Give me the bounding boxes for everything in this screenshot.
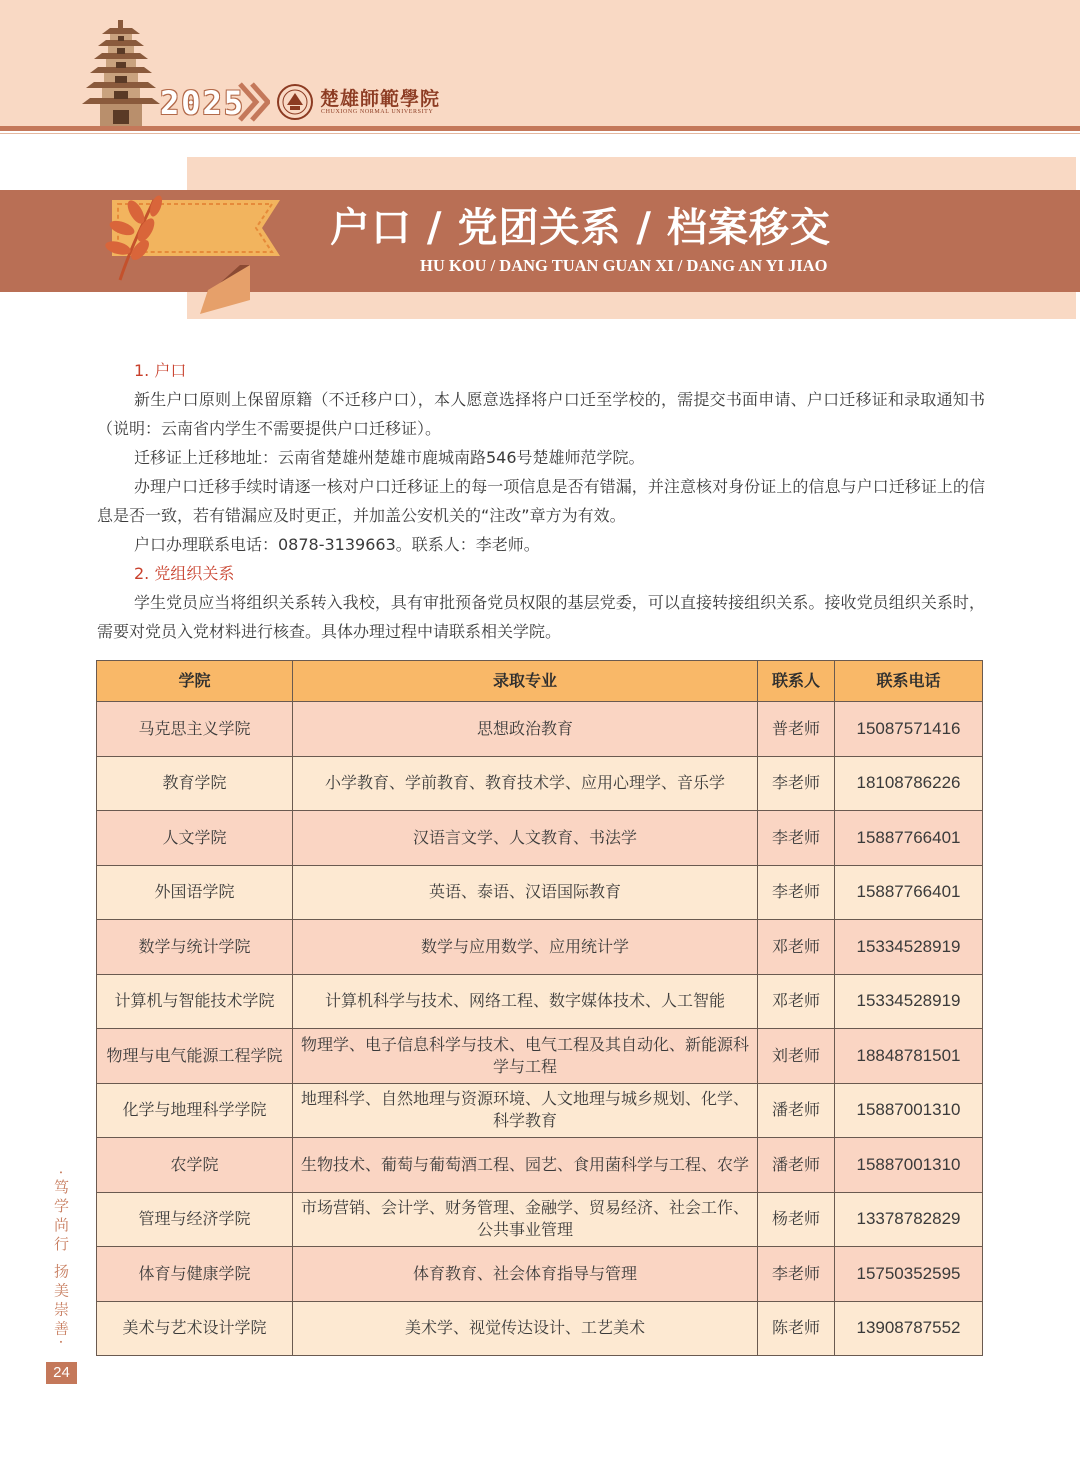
table-row <box>97 702 983 757</box>
pagoda-icon <box>80 18 162 126</box>
cell-contact: 潘老师 <box>758 1083 835 1138</box>
table-row <box>97 756 983 811</box>
cell-college: 美术与艺术设计学院 <box>97 1301 293 1356</box>
cell-majors: 英语、泰语、汉语国际教育 <box>293 865 758 920</box>
cell-contact: 潘老师 <box>758 1138 835 1193</box>
hukou-paragraph-4: 户口办理联系电话：0878-3139663。联系人：李老师。 <box>134 535 540 554</box>
hukou-paragraph-3: 办理户口迁移手续时请逐一核对户口迁移证上的每一项信息是否有错漏，并注意核对身份证上的信息与户口迁移证上的信息是否一致，若有错漏应及时更正，并加盖公安机关的“注改”章方为有效。 <box>97 477 985 525</box>
table-row <box>97 1083 983 1138</box>
cell-phone: 13908787552 <box>835 1301 983 1356</box>
table-row <box>97 1247 983 1302</box>
cell-contact: 杨老师 <box>758 1192 835 1247</box>
cell-majors: 市场营销、会计学、财务管理、金融学、贸易经济、社会工作、公共事业管理 <box>293 1192 758 1247</box>
header-rule <box>0 126 1080 131</box>
header-contact: 联系人 <box>758 661 835 702</box>
cell-majors: 数学与应用数学、应用统计学 <box>293 920 758 975</box>
cell-college: 马克思主义学院 <box>97 702 293 757</box>
cell-majors: 体育教育、社会体育指导与管理 <box>293 1247 758 1302</box>
party-paragraph-1: 学生党员应当将组织关系转入我校，具有审批预备党员权限的基层党委，可以直接转接组织关系。接收党员组织关系时，需要对党员入党材料进行核查。具体办理过程中请联系相关学院。 <box>97 593 985 641</box>
cell-contact: 李老师 <box>758 1247 835 1302</box>
cell-phone: 15334528919 <box>835 974 983 1029</box>
header-college: 学院 <box>97 661 293 702</box>
cell-college: 人文学院 <box>97 811 293 866</box>
cell-college: 农学院 <box>97 1138 293 1193</box>
cell-majors: 小学教育、学前教育、教育技术学、应用心理学、音乐学 <box>293 756 758 811</box>
cell-phone: 15334528919 <box>835 920 983 975</box>
page-number: 24 <box>46 1362 77 1384</box>
section-heading-party: 2. 党组织关系 <box>134 564 235 583</box>
cell-contact: 李老师 <box>758 756 835 811</box>
cell-phone: 15887001310 <box>835 1083 983 1138</box>
cell-majors: 物理学、电子信息科学与技术、电气工程及其自动化、新能源科学与工程 <box>293 1029 758 1084</box>
hukou-paragraph-2: 迁移证上迁移地址：云南省楚雄州楚雄市鹿城南路546号楚雄师范学院。 <box>134 448 645 467</box>
cell-college: 体育与健康学院 <box>97 1247 293 1302</box>
cell-phone: 15887766401 <box>835 811 983 866</box>
cell-contact: 刘老师 <box>758 1029 835 1084</box>
school-seal-icon <box>276 83 314 121</box>
school-name-en: CHUXIONG NORMAL UNIVERSITY <box>321 109 434 115</box>
cell-phone: 15087571416 <box>835 702 983 757</box>
section-heading-hukou: 1. 户口 <box>134 361 187 380</box>
cell-contact: 邓老师 <box>758 920 835 975</box>
table-header-row <box>97 661 983 702</box>
cell-majors: 汉语言文学、人文教育、书法学 <box>293 811 758 866</box>
table-row <box>97 920 983 975</box>
cell-contact: 陈老师 <box>758 1301 835 1356</box>
cell-phone: 15887001310 <box>835 1138 983 1193</box>
table-row <box>97 1301 983 1356</box>
cell-contact: 邓老师 <box>758 974 835 1029</box>
year-label: 2025 <box>160 84 246 122</box>
body-text <box>97 356 985 646</box>
table-row <box>97 974 983 1029</box>
table-row <box>97 1029 983 1084</box>
cell-contact: 李老师 <box>758 811 835 866</box>
table-row <box>97 1138 983 1193</box>
cell-college: 物理与电气能源工程学院 <box>97 1029 293 1084</box>
cell-contact: 李老师 <box>758 865 835 920</box>
cell-college: 外国语学院 <box>97 865 293 920</box>
cell-college: 管理与经济学院 <box>97 1192 293 1247</box>
header-phone: 联系电话 <box>835 661 983 702</box>
cell-phone: 18848781501 <box>835 1029 983 1084</box>
cell-majors: 美术学、视觉传达设计、工艺美术 <box>293 1301 758 1356</box>
school-name: 楚雄師範學院 <box>320 88 441 110</box>
cell-college: 计算机与智能技术学院 <box>97 974 293 1029</box>
table-row <box>97 1192 983 1247</box>
cell-majors: 地理科学、自然地理与资源环境、人文地理与城乡规划、化学、科学教育 <box>293 1083 758 1138</box>
table-row <box>97 865 983 920</box>
cell-college: 数学与统计学院 <box>97 920 293 975</box>
page-title-en: HU KOU / DANG TUAN GUAN XI / DANG AN YI JIAO <box>420 256 828 275</box>
cell-majors: 计算机科学与技术、网络工程、数字媒体技术、人工智能 <box>293 974 758 1029</box>
cell-phone: 15750352595 <box>835 1247 983 1302</box>
contact-table <box>96 660 983 1356</box>
chevron-right-icon <box>236 80 270 124</box>
hukou-paragraph-1: 新生户口原则上保留原籍（不迁移户口），本人愿意选择将户口迁至学校的，需提交书面申请、户口迁移证和录取通知书（说明：云南省内学生不需要提供户口迁移证）。 <box>97 390 985 438</box>
header-rule-thin <box>0 133 1080 134</box>
cell-phone: 15887766401 <box>835 865 983 920</box>
cell-phone: 13378782829 <box>835 1192 983 1247</box>
cell-phone: 18108786226 <box>835 756 983 811</box>
cell-college: 教育学院 <box>97 756 293 811</box>
ribbon-leaf-icon <box>100 190 290 315</box>
table-row <box>97 811 983 866</box>
header-majors: 录取专业 <box>293 661 758 702</box>
cell-contact: 普老师 <box>758 702 835 757</box>
side-slogan: ·笃学尚行 扬美崇善· <box>52 1170 70 1349</box>
cell-college: 化学与地理科学学院 <box>97 1083 293 1138</box>
cell-majors: 生物技术、葡萄与葡萄酒工程、园艺、食用菌科学与工程、农学 <box>293 1138 758 1193</box>
cell-majors: 思想政治教育 <box>293 702 758 757</box>
page-title: 户口 / 党团关系 / 档案移交 <box>330 204 831 251</box>
